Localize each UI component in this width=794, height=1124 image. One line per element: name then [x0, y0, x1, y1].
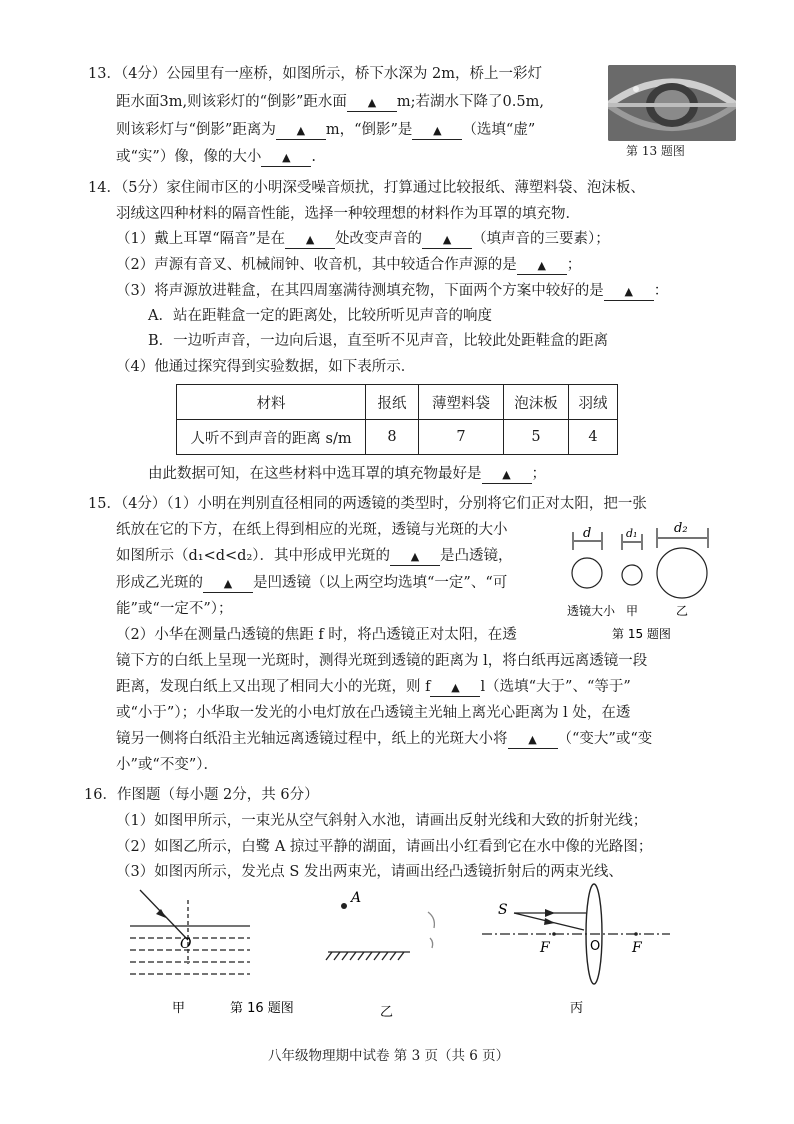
- label-jia: 甲: [626, 604, 639, 618]
- q15-line10: [116, 729, 652, 749]
- answer-blank[interactable]: [285, 231, 335, 249]
- q13-line1: 13．（4分）公园里有一座桥，如图所示，桥下水深为 2m，桥上一彩灯: [88, 66, 543, 82]
- q15-line11: 小”或“不变”）．: [116, 757, 218, 773]
- q13-text: m，“倒影”是: [325, 122, 413, 138]
- label-d1: d₁: [626, 527, 638, 540]
- q15-text: （“变大”或“变: [557, 731, 653, 747]
- q14-text: （3）将声源放进鞋盒，在其四周塞满待测填充物，下面两个方案中较好的是: [116, 283, 604, 299]
- answer-blank[interactable]: [422, 231, 472, 249]
- q15-text: 距离，发现白纸上又出现了相同大小的光斑，则 f: [116, 679, 431, 695]
- q14-option-b: B．一边听声音，一边向后退，直至听不见声音，比较此处距鞋盒的距离: [148, 333, 609, 349]
- answer-blank[interactable]: [430, 679, 480, 697]
- q15-text: 形成乙光斑的: [116, 575, 203, 591]
- q15-text: 如图所示（d₁<d<d₂）．其中形成甲光斑的: [116, 548, 391, 564]
- triangle-marker-icon: ▲: [528, 733, 537, 746]
- q13-caption: 第 13 题图: [626, 144, 685, 158]
- answer-blank[interactable]: [347, 94, 397, 112]
- label-f-left: F: [540, 940, 550, 956]
- material-table: [176, 384, 618, 455]
- triangle-marker-icon: ▲: [502, 468, 511, 481]
- page-footer: 八年级物理期中试卷 第 3 页（共 6 页）: [268, 1048, 510, 1064]
- q15-line1: 15．（4分）（1）小明在判别直径相同的两透镜的类型时，分别将它们正对太阳，把一张: [88, 496, 647, 512]
- q13-text: .: [311, 149, 316, 165]
- q15-line4: [116, 573, 507, 593]
- table-row: [177, 385, 618, 420]
- q16-line1: 16．作图题（每小题 2分，共 6分）: [84, 787, 319, 803]
- q15-text: l（选填“大于”、“等于”: [480, 679, 631, 695]
- triangle-marker-icon: ▲: [223, 577, 233, 590]
- label-yi: 乙: [380, 1005, 394, 1020]
- q14-text: ；: [531, 466, 546, 482]
- triangle-marker-icon: ▲: [442, 233, 452, 246]
- label-jia: 甲: [172, 1001, 186, 1016]
- table-cell: 泡沫板: [504, 385, 569, 420]
- q14-part4: （4）他通过探究得到实验数据，如下表所示．: [116, 359, 416, 375]
- figure-caption: 第 16 题图: [230, 1001, 294, 1016]
- label-lens-size: 透镜大小: [567, 604, 616, 618]
- table-cell: 薄塑料袋: [419, 385, 504, 420]
- q16-part1: （1）如图甲所示，一束光从空气斜射入水池，请画出反射光线和大致的折射光线；: [116, 813, 648, 829]
- q16-part2: （2）如图乙所示，白鹭 A 掠过平静的湖面，请画出小红看到它在水中像的光路图；: [116, 839, 653, 855]
- q14-part2: [116, 255, 581, 275]
- answer-blank[interactable]: [412, 122, 462, 140]
- table-cell: 5: [504, 420, 569, 455]
- label-a: A: [351, 890, 362, 906]
- q14-text: （1）戴上耳罩“隔音”是在: [116, 231, 286, 247]
- triangle-marker-icon: ▲: [296, 124, 306, 137]
- table-cell: 材料: [177, 385, 366, 420]
- answer-blank[interactable]: [261, 149, 311, 167]
- q15-text: 是凸透镜，: [440, 548, 513, 564]
- q15-line2: 纸放在它的下方，在纸上得到相应的光斑，透镜与光斑的大小: [116, 522, 508, 538]
- q14-text: ：: [653, 283, 669, 299]
- q15-text: 镜另一侧将白纸沿主光轴远离透镜过程中，纸上的光斑大小将: [116, 731, 508, 747]
- q16-part3: （3）如图丙所示，发光点 S 发出两束光，请画出经凸透镜折射后的两束光线、: [116, 864, 623, 880]
- answer-blank[interactable]: [390, 548, 440, 566]
- q14-text: ；: [566, 257, 582, 273]
- triangle-marker-icon: ▲: [537, 259, 546, 272]
- table-cell: 人听不到声音的距离 s/m: [177, 420, 366, 455]
- q14-text: （填声音的三要素）；: [472, 231, 610, 247]
- answer-blank[interactable]: [517, 257, 567, 275]
- label-o: O: [180, 936, 192, 952]
- q14-line1: 14．（5分）家住闹市区的小明深受噪音烦扰，打算通过比较报纸、薄塑料袋、泡沫板、: [88, 180, 645, 196]
- label-yi: 乙: [676, 604, 689, 618]
- triangle-marker-icon: ▲: [367, 96, 377, 109]
- label-d2: d₂: [674, 521, 688, 536]
- q13-line3: [116, 120, 535, 140]
- q13-text: 或“实”）像，像的大小: [116, 149, 262, 165]
- table-cell: 7: [419, 420, 504, 455]
- triangle-marker-icon: ▲: [305, 233, 315, 246]
- q15-line9: 或“小于”）；小华取一发光的小电灯放在凸透镜主光轴上离光心距离为 l 处，在透: [116, 705, 631, 721]
- q14-text: （2）声源有音叉、机械闹钟、收音机，其中较适合作声源的是: [116, 257, 517, 273]
- q13-text: （选填“虚”: [462, 122, 536, 138]
- bridge-photo: [608, 65, 736, 141]
- triangle-marker-icon: ▲: [282, 151, 291, 164]
- q14-part1: [116, 229, 610, 249]
- label-bing: 丙: [570, 1001, 584, 1016]
- label-o-lens: O: [590, 939, 601, 954]
- q14-line2: 羽绒这四种材料的隔音性能，选择一种较理想的材料作为耳罩的填充物．: [116, 206, 580, 222]
- q15-line5: 能”或“一定不”）；: [116, 601, 233, 617]
- q15-line8: [116, 677, 631, 697]
- table-cell: 4: [569, 420, 618, 455]
- answer-blank[interactable]: [508, 731, 558, 749]
- q13-text: 距水面3m,则该彩灯的“倒影”距水面: [116, 94, 347, 110]
- q14-conclusion: [148, 464, 546, 484]
- table-cell: 羽绒: [569, 385, 618, 420]
- drawing-figures: [110, 880, 710, 1020]
- answer-blank[interactable]: [604, 283, 654, 301]
- q15-line6: （2）小华在测量凸透镜的焦距 f 时，将凸透镜正对太阳，在透: [116, 627, 517, 643]
- q14-text: 处改变声音的: [335, 231, 423, 247]
- q15-line7: 镜下方的白纸上呈现一光斑时，测得光斑到透镜的距离为 l，将白纸再远离透镜一段: [116, 653, 648, 669]
- table-cell: 8: [366, 420, 419, 455]
- q14-part3: [116, 281, 668, 301]
- table-cell: 报纸: [366, 385, 419, 420]
- label-f-right: F: [632, 940, 642, 956]
- q13-text: m;若湖水下降了0.5m,: [396, 94, 544, 110]
- triangle-marker-icon: ▲: [624, 285, 633, 298]
- label-s: S: [498, 902, 508, 918]
- q13-text: 则该彩灯与“倒影”距离为: [116, 122, 276, 138]
- triangle-marker-icon: ▲: [410, 550, 420, 563]
- answer-blank[interactable]: [203, 575, 253, 593]
- triangle-marker-icon: ▲: [451, 681, 460, 694]
- answer-blank[interactable]: [482, 466, 532, 484]
- triangle-marker-icon: ▲: [433, 124, 442, 137]
- q15-text: 是凹透镜（以上两空均选填“一定”、“可: [253, 575, 508, 591]
- label-d: d: [583, 526, 592, 541]
- figure-caption: 第 15 题图: [612, 627, 671, 641]
- table-row: [177, 420, 618, 455]
- q14-option-a: A．站在距鞋盒一定的距离处，比较所听见声音的响度: [148, 308, 492, 324]
- lens-spot-figure: [560, 520, 730, 648]
- q15-line3: [116, 546, 513, 566]
- q14-text: 由此数据可知，在这些材料中选耳罩的填充物最好是: [148, 466, 482, 482]
- answer-blank[interactable]: [276, 122, 326, 140]
- q13-line4: [116, 147, 316, 167]
- q13-line2: [116, 92, 544, 112]
